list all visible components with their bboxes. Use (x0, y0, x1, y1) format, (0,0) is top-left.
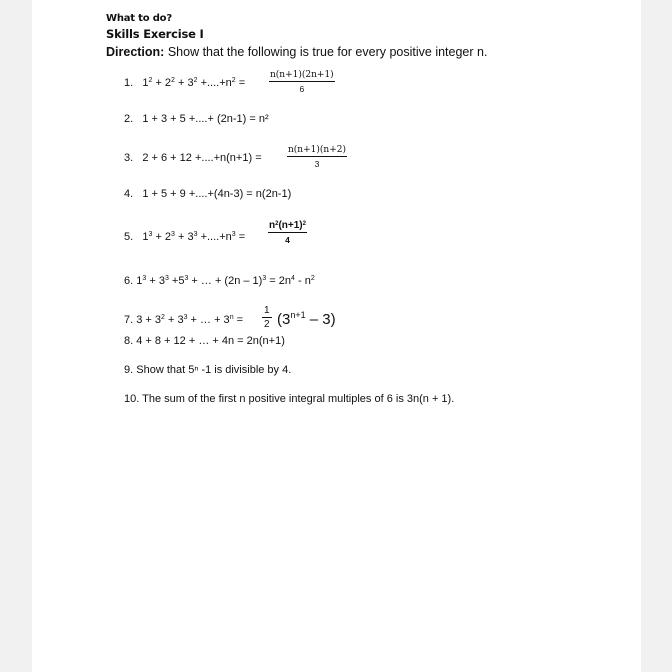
item-3-fraction (287, 145, 347, 169)
item-6-number: 6. (124, 275, 134, 287)
item-9 (124, 364, 291, 376)
item-1-denominator: 6 (299, 84, 305, 94)
item-3 (124, 152, 262, 164)
item-5-denominator: 4 (285, 235, 290, 245)
item-8-text: 4 + 8 + 12 + … + 4n = 2n(n+1) (136, 335, 285, 347)
item-8 (124, 335, 285, 347)
item-9-number: 9. (124, 364, 134, 376)
direction-label: Direction: (106, 45, 165, 59)
item-1-number: 1. (124, 77, 134, 89)
direction-text: Show that the following is true for every positive integer n. (167, 45, 488, 59)
item-2-number: 2. (124, 113, 134, 125)
item-4-number: 4. (124, 188, 134, 200)
item-3-number: 3. (124, 152, 134, 164)
item-10-text: The sum of the first n positive integral multiples of 6 is 3n(n + 1). (142, 393, 455, 405)
item-5-numerator: $n^2(n+1)^2$ (269, 220, 306, 231)
item-5-fraction (268, 220, 307, 245)
item-7: 7. $3 + 3^2 + 3^3$ + … + $3^n$ = (124, 314, 244, 326)
item-7-numerator: 1 (264, 305, 270, 316)
item-2-text: 1 + 3 + 5 +....+ (2n-1) = n² (142, 113, 269, 125)
item-4 (124, 188, 291, 200)
item-2 (124, 113, 269, 125)
item-1-numerator: n(n+1)(2n+1) (270, 70, 334, 80)
item-5-number: 5. (124, 231, 134, 243)
item-9-text: Show that 5ⁿ -1 is divisible by 4. (136, 364, 292, 376)
item-1: 1. $1^2 + 2^2 + 3^2 +....+n^2$ = (124, 77, 246, 89)
direction-line (106, 45, 487, 59)
item-7-number: 7. (124, 314, 134, 326)
what-to-do-heading: What to do? (106, 13, 172, 24)
item-5: 5. $1^3 + 2^3 + 3^3 +....+n^3$ = (124, 231, 246, 243)
item-10 (124, 393, 454, 405)
item-7-tail: $(3^{n+1} - 3)$ (277, 310, 336, 328)
item-6: 6. $1^3 + 3^3 +5^3$ + … + $(2n - 1)^3 = 2n^4 - n^2$ (124, 275, 315, 287)
item-4-text: 1 + 5 + 9 +....+(4n-3) = n(2n-1) (142, 188, 292, 200)
document-page (32, 0, 641, 672)
item-1-fraction (269, 70, 335, 94)
item-7-fraction (262, 305, 272, 330)
item-8-number: 8. (124, 335, 134, 347)
item-7-denominator: 2 (264, 319, 270, 330)
item-3-text: 2 + 6 + 12 +....+n(n+1) = (142, 152, 262, 164)
exercise-title: Skills Exercise I (106, 27, 204, 41)
item-3-denominator: 3 (314, 159, 320, 169)
item-10-number: 10. (124, 393, 140, 405)
item-3-numerator: n(n+1)(n+2) (288, 145, 346, 155)
